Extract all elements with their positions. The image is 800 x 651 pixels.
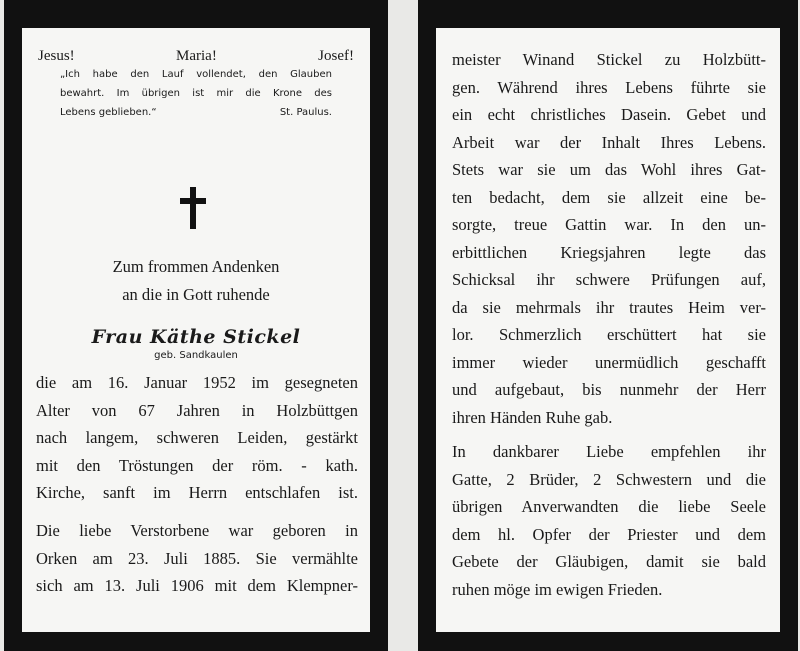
quote-line: bewahrt. Im übrigen ist mir die Krone des [60,88,332,99]
quote-line [60,103,332,122]
text-line: gen. Während ihres Lebens führte sie [452,77,766,97]
text-line: und aufgebaut, bis nunmehr der Herr [452,380,766,399]
text-line: Schicksal ihr schwere Prüfungen auf, [452,270,766,289]
biography-paragraph [36,517,358,600]
text-line: Stets war sie um das Wohl ihres Gat- [452,160,766,179]
invocation-maria: Maria! [176,48,217,64]
family-paragraph [452,438,766,603]
life-paragraph [452,46,766,431]
text-line: immer wieder unermüdlich geschafft [452,352,766,372]
memorial-line: an die in Gott ruhende [122,285,270,304]
deceased-name: Frau Käthe Stickel [91,326,301,348]
right-page [436,28,780,632]
text-line: Orken am 23. Juli 1885. Sie vermählte [36,548,358,568]
cross-icon [180,187,206,229]
text-line: ruhen möge im ewigen Frieden. [452,579,663,599]
invocation-jesus: Jesus! [38,48,75,64]
text-line: ein echt christliches Dasein. Gebet und [452,105,766,124]
text-line: In dankbarer Liebe empfehlen ihr [452,442,766,461]
text-line: die am 16. Januar 1952 im gesegneten [36,373,358,392]
text-line: sich am 13. Juli 1906 mit dem Klempner- [36,576,358,595]
memorial-line: Zum frommen Andenken [112,257,280,276]
text-line: Gebete der Gläubigen, damit sie bald [452,552,766,571]
quote-text: Lebens geblieben.“ [60,107,157,118]
text-line: sorgte, treue Gattin war. In den un- [452,215,766,234]
text-line: mit den Tröstungen der röm. - kath. [36,455,358,475]
left-page-border [4,0,388,651]
invocation-josef: Josef! [318,48,354,64]
text-line: ten bedacht, dem sie allzeit eine be- [452,187,766,207]
invocation [38,48,354,65]
right-page-border [418,0,798,651]
text-line: erbittlichen Kriegsjahren legte das [452,242,766,262]
text-line: Kirche, sanft im Herrn entschlafen ist. [36,483,358,502]
text-line: nach langem, schweren Leiden, gestärkt [36,428,358,447]
quote-source: St. Paulus. [279,107,332,118]
text-line: Gatte, 2 Brüder, 2 Schwestern und die [452,469,766,489]
bible-quote [60,65,332,122]
death-paragraph [36,369,358,507]
text-line: Alter von 67 Jahren in Holzbüttgen [36,400,358,420]
text-line: Die liebe Verstorbene war geboren in [36,521,358,540]
text-line: meister Winand Stickel zu Holzbütt- [452,50,766,69]
text-line: übrigen Anverwandten die liebe Seele [452,497,766,516]
left-page [22,28,370,632]
text-line: da sie mehrmals ihr trautes Heim ver- [452,297,766,317]
text-line: lor. Schmerzlich erschüttert hat sie [452,325,766,344]
quote-line: „Ich habe den Lauf vollendet, den Glauben [60,69,332,80]
maiden-name: geb. Sandkaulen [154,350,238,361]
text-line: Arbeit war der Inhalt Ihres Lebens. [452,132,766,152]
text-line: ihren Händen Ruhe gab. [452,407,613,427]
text-line: dem hl. Opfer der Priester und dem [452,524,766,544]
